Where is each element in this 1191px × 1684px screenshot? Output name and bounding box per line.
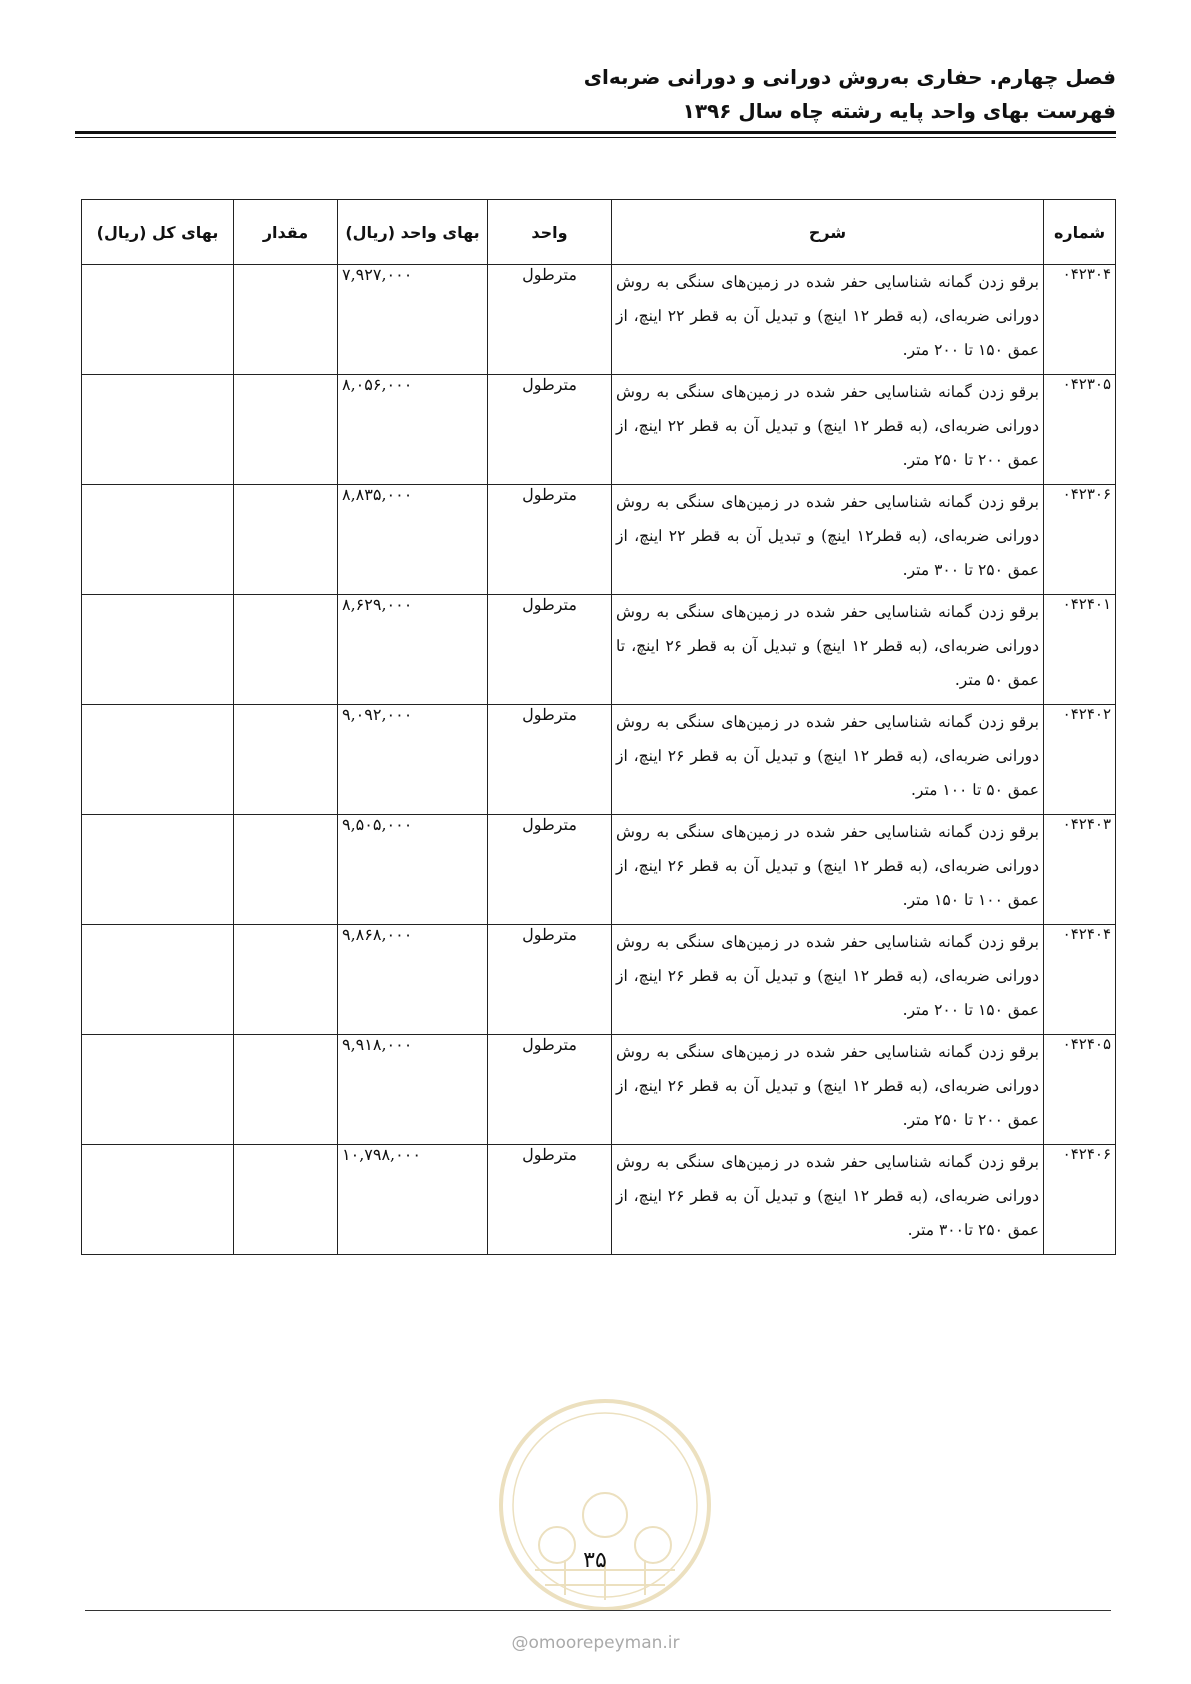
item-code: ۰۴۲۴۰۶ (1044, 1145, 1116, 1255)
table-row (82, 815, 1116, 925)
item-unit: مترطول (488, 265, 612, 375)
item-code: ۰۴۲۴۰۱ (1044, 595, 1116, 705)
item-unit-price: ۹,۰۹۲,۰۰۰ (338, 705, 488, 815)
item-quantity (234, 1145, 338, 1255)
item-quantity (234, 595, 338, 705)
table-row (82, 265, 1116, 375)
table-row (82, 925, 1116, 1035)
item-unit-price: ۸,۰۵۶,۰۰۰ (338, 375, 488, 485)
item-description: برقو زدن گمانه شناسایی حفر شده در زمین‌های سنگی به روش دورانی ضربه‌ای، (به قطر ۱۲ اینچ) و تبدیل آن به قطر ۲۶ اینچ، از عمق ۱۰۰ تا ۱۵۰ متر. (612, 815, 1044, 925)
item-total-price (82, 265, 234, 375)
item-quantity (234, 1035, 338, 1145)
col-header-unit-price: بهای واحد (ریال) (338, 200, 488, 265)
item-code: ۰۴۲۳۰۶ (1044, 485, 1116, 595)
item-description: برقو زدن گمانه شناسایی حفر شده در زمین‌های سنگی به روش دورانی ضربه‌ای، (به قطر ۱۲ اینچ) و تبدیل آن به قطر ۲۲ اینچ، از عمق ۱۵۰ تا ۲۰۰ متر. (612, 265, 1044, 375)
item-description: برقو زدن گمانه شناسایی حفر شده در زمین‌های سنگی به روش دورانی ضربه‌ای، (به قطر۱۲ اینچ) و تبدیل آن به قطر ۲۲ اینچ، از عمق ۲۵۰ تا ۳۰۰ متر. (612, 485, 1044, 595)
footer-rule (85, 1610, 1111, 1611)
seal-watermark (495, 1395, 715, 1615)
price-table (81, 199, 1116, 1255)
item-quantity (234, 485, 338, 595)
item-description: برقو زدن گمانه شناسایی حفر شده در زمین‌های سنگی به روش دورانی ضربه‌ای، (به قطر ۱۲ اینچ) و تبدیل آن به قطر ۲۶ اینچ، از عمق ۲۰۰ تا ۲۵۰ متر. (612, 1035, 1044, 1145)
col-header-desc: شرح (612, 200, 1044, 265)
item-unit-price: ۹,۹۱۸,۰۰۰ (338, 1035, 488, 1145)
item-unit: مترطول (488, 1145, 612, 1255)
item-quantity (234, 265, 338, 375)
page-number: ۳۵ (583, 1548, 607, 1573)
item-code: ۰۴۲۴۰۳ (1044, 815, 1116, 925)
item-code: ۰۴۲۴۰۴ (1044, 925, 1116, 1035)
item-unit: مترطول (488, 925, 612, 1035)
item-unit-price: ۸,۶۲۹,۰۰۰ (338, 595, 488, 705)
item-description: برقو زدن گمانه شناسایی حفر شده در زمین‌های سنگی به روش دورانی ضربه‌ای، (به قطر ۱۲ اینچ) و تبدیل آن به قطر ۲۶ اینچ، از عمق ۱۵۰ تا ۲۰۰ متر. (612, 925, 1044, 1035)
item-unit-price: ۹,۸۶۸,۰۰۰ (338, 925, 488, 1035)
item-unit: مترطول (488, 1035, 612, 1145)
item-total-price (82, 1145, 234, 1255)
table-row (82, 1145, 1116, 1255)
table-row (82, 595, 1116, 705)
item-unit-price: ۱۰,۷۹۸,۰۰۰ (338, 1145, 488, 1255)
item-unit: مترطول (488, 595, 612, 705)
item-unit-price: ۹,۵۰۵,۰۰۰ (338, 815, 488, 925)
document-title: فهرست بهای واحد پایه رشته چاه سال ۱۳۹۶ (682, 99, 1116, 123)
item-unit-price: ۸,۸۳۵,۰۰۰ (338, 485, 488, 595)
table-row (82, 1035, 1116, 1145)
col-header-unit: واحد (488, 200, 612, 265)
item-total-price (82, 815, 234, 925)
item-total-price (82, 1035, 234, 1145)
item-total-price (82, 375, 234, 485)
table-header-row (82, 200, 1116, 265)
col-header-total: بهای کل (ریال) (82, 200, 234, 265)
item-description: برقو زدن گمانه شناسایی حفر شده در زمین‌های سنگی به روش دورانی ضربه‌ای، (به قطر ۱۲ اینچ) و تبدیل آن به قطر ۲۶ اینچ، از عمق ۲۵۰ تا۳۰۰ متر. (612, 1145, 1044, 1255)
item-unit: مترطول (488, 705, 612, 815)
table-row (82, 375, 1116, 485)
page-header (75, 60, 1116, 128)
site-watermark: @omoorepeyman.ir (511, 1633, 680, 1653)
item-total-price (82, 925, 234, 1035)
item-quantity (234, 925, 338, 1035)
item-unit: مترطول (488, 375, 612, 485)
header-rule-thick (75, 131, 1116, 134)
table-row (82, 485, 1116, 595)
item-quantity (234, 705, 338, 815)
item-unit: مترطول (488, 485, 612, 595)
item-description: برقو زدن گمانه شناسایی حفر شده در زمین‌های سنگی به روش دورانی ضربه‌ای، (به قطر ۱۲ اینچ) و تبدیل آن به قطر ۲۶ اینچ، تا عمق ۵۰ متر. (612, 595, 1044, 705)
item-unit-price: ۷,۹۲۷,۰۰۰ (338, 265, 488, 375)
chapter-title: فصل چهارم. حفاری به‌روش دورانی و دورانی ضربه‌ای (583, 65, 1116, 89)
item-total-price (82, 705, 234, 815)
item-unit: مترطول (488, 815, 612, 925)
item-quantity (234, 815, 338, 925)
item-description: برقو زدن گمانه شناسایی حفر شده در زمین‌های سنگی به روش دورانی ضربه‌ای، (به قطر ۱۲ اینچ) و تبدیل آن به قطر ۲۶ اینچ، از عمق ۵۰ تا ۱۰۰ متر. (612, 705, 1044, 815)
table-row (82, 705, 1116, 815)
item-code: ۰۴۲۳۰۵ (1044, 375, 1116, 485)
header-rule-thin (75, 137, 1116, 138)
item-quantity (234, 375, 338, 485)
item-total-price (82, 595, 234, 705)
col-header-code: شماره (1044, 200, 1116, 265)
item-code: ۰۴۲۳۰۴ (1044, 265, 1116, 375)
item-code: ۰۴۲۴۰۵ (1044, 1035, 1116, 1145)
item-code: ۰۴۲۴۰۲ (1044, 705, 1116, 815)
item-total-price (82, 485, 234, 595)
item-description: برقو زدن گمانه شناسایی حفر شده در زمین‌های سنگی به روش دورانی ضربه‌ای، (به قطر ۱۲ اینچ) و تبدیل آن به قطر ۲۲ اینچ، از عمق ۲۰۰ تا ۲۵۰ متر. (612, 375, 1044, 485)
col-header-qty: مقدار (234, 200, 338, 265)
